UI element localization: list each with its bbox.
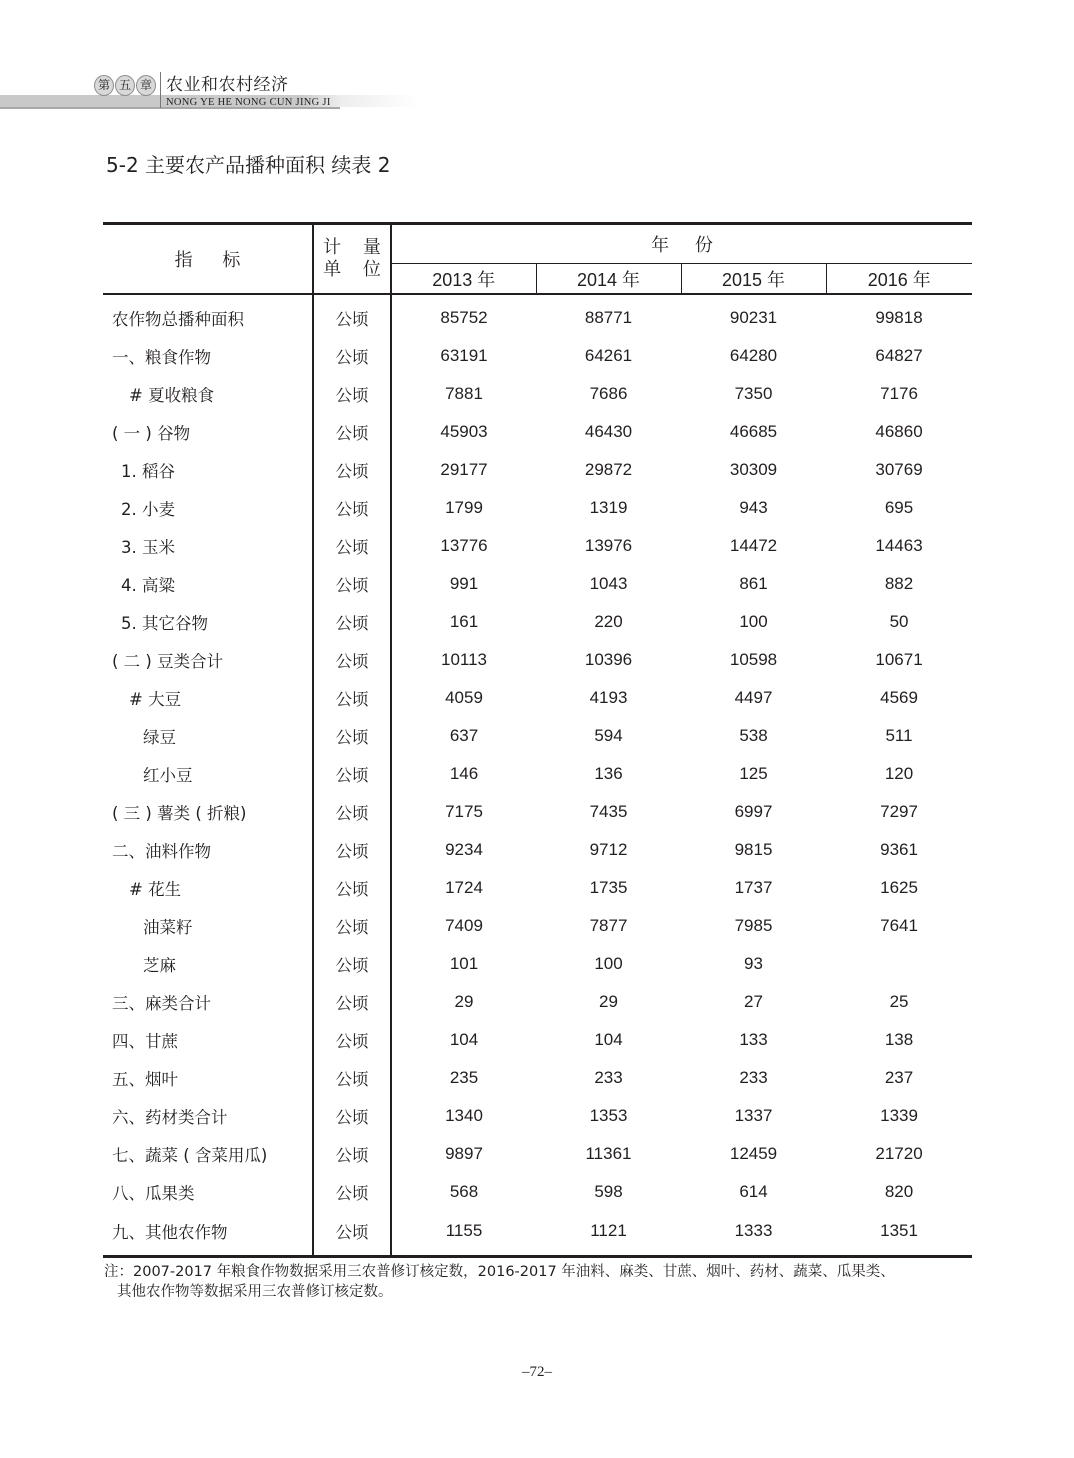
chapter-char: 第 <box>94 75 114 96</box>
row-value: 943 <box>739 498 768 517</box>
row-value: 7350 <box>734 384 773 403</box>
header-year: 2013 年 <box>391 264 536 295</box>
table-row <box>103 983 972 1021</box>
row-value: 99818 <box>875 308 923 327</box>
row-unit: 公顷 <box>313 565 391 603</box>
row-value: 1339 <box>880 1106 918 1125</box>
note-line-2: 其他农作物等数据采用三农普修订核定数。 <box>117 1284 393 1300</box>
row-value: 1319 <box>589 498 628 517</box>
row-unit: 公顷 <box>313 907 391 945</box>
row-value: 4569 <box>880 688 918 707</box>
row-unit: 公顷 <box>313 294 391 337</box>
row-value: 9897 <box>445 1144 483 1163</box>
chapter-title: 农业和农村经济 <box>166 75 289 95</box>
row-value: 30769 <box>875 460 923 479</box>
row-value: 88771 <box>584 308 633 327</box>
row-value: 10396 <box>584 650 633 669</box>
table-row <box>103 1135 972 1173</box>
row-value: 14463 <box>875 536 923 555</box>
row-value: 1121 <box>590 1221 627 1240</box>
row-unit: 公顷 <box>313 603 391 641</box>
row-unit: 公顷 <box>313 945 391 983</box>
row-value: 25 <box>889 992 909 1011</box>
row-indicator: 油菜籽 <box>103 907 313 945</box>
header-year: 2016 年 <box>826 264 972 295</box>
row-indicator: 5. 其它谷物 <box>103 603 313 641</box>
table-row <box>103 907 972 945</box>
header-divider <box>160 72 161 108</box>
row-value: 695 <box>884 498 914 517</box>
row-unit: 公顷 <box>313 679 391 717</box>
row-value: 85752 <box>440 308 488 327</box>
stats-table-container <box>103 222 972 1258</box>
row-value: 9712 <box>589 840 628 859</box>
row-value: 136 <box>594 764 623 783</box>
row-value: 29 <box>454 992 474 1011</box>
row-value: 233 <box>594 1068 623 1087</box>
stats-table <box>103 222 972 1258</box>
row-value: 4059 <box>445 688 483 707</box>
row-value: 511 <box>885 726 913 745</box>
row-indicator: 九、其他农作物 <box>103 1211 313 1257</box>
header-year: 2015 年 <box>681 264 826 295</box>
chapter-title-pinyin: NONG YE HE NONG CUN JING JI <box>166 97 331 108</box>
row-unit: 公顷 <box>313 831 391 869</box>
row-value: 598 <box>594 1182 623 1201</box>
row-value: 538 <box>739 726 768 745</box>
row-value: 146 <box>449 764 479 783</box>
row-value: 233 <box>739 1068 768 1087</box>
table-row <box>103 1211 972 1257</box>
row-value: 9234 <box>445 840 483 859</box>
table-note <box>104 1262 984 1302</box>
row-indicator: # 夏收粮食 <box>103 375 313 413</box>
row-unit: 公顷 <box>313 1097 391 1135</box>
row-indicator: 4. 高粱 <box>103 565 313 603</box>
row-value: 991 <box>449 574 479 593</box>
header-band <box>0 95 1074 107</box>
row-value: 12459 <box>729 1144 778 1163</box>
row-value: 7409 <box>445 916 483 935</box>
row-indicator: 八、瓜果类 <box>103 1173 313 1211</box>
row-indicator: ( 二 ) 豆类合计 <box>103 641 313 679</box>
table-row <box>103 451 972 489</box>
table-row <box>103 337 972 375</box>
row-value: 1737 <box>734 878 773 897</box>
row-value: 120 <box>884 764 914 783</box>
table-row <box>103 641 972 679</box>
row-unit: 公顷 <box>313 1211 391 1257</box>
row-value: 4193 <box>589 688 628 707</box>
row-value: 29177 <box>440 460 488 479</box>
row-value: 1340 <box>445 1106 483 1125</box>
table-row <box>103 717 972 755</box>
row-value: 46685 <box>729 422 778 441</box>
row-value: 161 <box>449 612 479 631</box>
row-unit: 公顷 <box>313 337 391 375</box>
row-value: 7877 <box>589 916 628 935</box>
row-value: 13776 <box>440 536 488 555</box>
row-unit: 公顷 <box>313 1173 391 1211</box>
row-value: 9815 <box>734 840 773 859</box>
row-value: 133 <box>739 1030 768 1049</box>
row-value: 1155 <box>445 1221 483 1240</box>
row-value: 21720 <box>875 1144 923 1163</box>
row-indicator: 五、烟叶 <box>103 1059 313 1097</box>
row-value: 50 <box>889 612 909 631</box>
row-unit: 公顷 <box>313 717 391 755</box>
page-number: –72– <box>522 1364 552 1380</box>
row-value: 104 <box>594 1030 623 1049</box>
row-unit: 公顷 <box>313 641 391 679</box>
row-value: 10113 <box>440 650 487 669</box>
row-value: 45903 <box>440 422 488 441</box>
table-row <box>103 413 972 451</box>
row-value: 235 <box>449 1068 479 1087</box>
table-row <box>103 565 972 603</box>
row-value: 29872 <box>584 460 633 479</box>
row-value: 90231 <box>729 308 778 327</box>
row-value: 6997 <box>734 802 773 821</box>
table-row <box>103 869 972 907</box>
row-indicator: 农作物总播种面积 <box>103 294 313 337</box>
row-unit: 公顷 <box>313 489 391 527</box>
table-row <box>103 793 972 831</box>
table-row <box>103 1173 972 1211</box>
row-value: 637 <box>449 726 479 745</box>
header-years-group: 年 份 <box>391 224 972 264</box>
header-unit-line1: 计 量 <box>323 237 389 258</box>
row-value: 125 <box>739 764 768 783</box>
row-indicator: # 花生 <box>103 869 313 907</box>
row-value: 104 <box>449 1030 479 1049</box>
row-value: 9361 <box>880 840 918 859</box>
row-value: 7297 <box>880 802 918 821</box>
row-value: 7686 <box>589 384 628 403</box>
row-value: 861 <box>739 574 768 593</box>
row-unit: 公顷 <box>313 869 391 907</box>
table-row <box>103 679 972 717</box>
row-value: 1799 <box>445 498 483 517</box>
row-value: 1724 <box>445 878 483 897</box>
row-unit: 公顷 <box>313 1059 391 1097</box>
row-value: 63191 <box>440 346 488 365</box>
row-value: 7881 <box>445 384 483 403</box>
table-row <box>103 1097 972 1135</box>
row-value: 100 <box>594 954 623 973</box>
row-value: 820 <box>884 1182 914 1201</box>
row-value: 10671 <box>875 650 923 669</box>
table-row <box>103 1059 972 1097</box>
row-value: 30309 <box>729 460 778 479</box>
header-indicator: 指 标 <box>103 224 313 295</box>
row-value: 1043 <box>589 574 628 593</box>
table-title: 5-2 主要农产品播种面积 续表 2 <box>106 153 391 177</box>
row-indicator: 一、粮食作物 <box>103 337 313 375</box>
table-row <box>103 375 972 413</box>
row-value: 13976 <box>584 536 633 555</box>
table-row <box>103 603 972 641</box>
row-indicator: 绿豆 <box>103 717 313 755</box>
table-row <box>103 1021 972 1059</box>
row-indicator: # 大豆 <box>103 679 313 717</box>
row-indicator: 七、蔬菜 ( 含菜用瓜) <box>103 1135 313 1173</box>
row-value: 1351 <box>880 1221 918 1240</box>
row-unit: 公顷 <box>313 413 391 451</box>
table-row <box>103 527 972 565</box>
note-line-1: 注：2007-2017 年粮食作物数据采用三农普修订核定数，2016-2017 年油料、麻类、甘蔗、烟叶、药材、蔬菜、瓜果类、 <box>104 1264 895 1280</box>
row-value: 1625 <box>880 878 918 897</box>
row-value: 64261 <box>584 346 633 365</box>
row-unit: 公顷 <box>313 755 391 793</box>
header-unit <box>313 224 391 295</box>
row-value: 27 <box>744 992 763 1011</box>
row-unit: 公顷 <box>313 1021 391 1059</box>
row-value: 93 <box>744 954 763 973</box>
row-value: 7641 <box>880 916 918 935</box>
row-value: 138 <box>884 1030 914 1049</box>
table-row <box>103 831 972 869</box>
row-value: 46430 <box>584 422 633 441</box>
row-value: 11361 <box>585 1144 632 1163</box>
row-value: 1337 <box>734 1106 773 1125</box>
row-unit: 公顷 <box>313 527 391 565</box>
row-value: 64280 <box>729 346 778 365</box>
row-indicator: 3. 玉米 <box>103 527 313 565</box>
table-row <box>103 294 972 337</box>
table-row <box>103 489 972 527</box>
row-value: 568 <box>449 1182 479 1201</box>
row-indicator: 红小豆 <box>103 755 313 793</box>
row-indicator: ( 一 ) 谷物 <box>103 413 313 451</box>
row-value: 7176 <box>880 384 918 403</box>
row-value: 4497 <box>734 688 773 707</box>
row-value: 7985 <box>734 916 773 935</box>
row-unit: 公顷 <box>313 451 391 489</box>
row-indicator: 二、油料作物 <box>103 831 313 869</box>
row-unit: 公顷 <box>313 375 391 413</box>
row-value: 64827 <box>875 346 923 365</box>
chapter-char: 五 <box>115 75 135 96</box>
row-value: 101 <box>449 954 479 973</box>
row-indicator: 芝麻 <box>103 945 313 983</box>
row-value: 1735 <box>589 878 628 897</box>
header-unit-line2: 单 位 <box>323 259 389 280</box>
row-value: 46860 <box>875 422 923 441</box>
row-value: 100 <box>739 612 768 631</box>
row-value: 14472 <box>729 536 778 555</box>
row-value: 29 <box>599 992 618 1011</box>
row-indicator: 2. 小麦 <box>103 489 313 527</box>
header-year: 2014 年 <box>536 264 681 295</box>
row-indicator: 六、药材类合计 <box>103 1097 313 1135</box>
row-unit: 公顷 <box>313 793 391 831</box>
row-indicator: 四、甘蔗 <box>103 1021 313 1059</box>
row-indicator: ( 三 ) 薯类 ( 折粮) <box>103 793 313 831</box>
row-value: 10598 <box>729 650 778 669</box>
chapter-badge <box>94 74 156 96</box>
row-value: 7435 <box>589 802 628 821</box>
row-unit: 公顷 <box>313 983 391 1021</box>
table-row <box>103 945 972 983</box>
row-value: 7175 <box>445 802 483 821</box>
row-value: 220 <box>594 612 623 631</box>
row-value: 237 <box>884 1068 914 1087</box>
row-value: 614 <box>739 1182 768 1201</box>
row-value: 1353 <box>589 1106 628 1125</box>
row-value <box>826 945 972 983</box>
row-unit: 公顷 <box>313 1135 391 1173</box>
table-row <box>103 755 972 793</box>
row-indicator: 1. 稻谷 <box>103 451 313 489</box>
row-value: 1333 <box>734 1221 773 1240</box>
row-value: 882 <box>884 574 914 593</box>
row-indicator: 三、麻类合计 <box>103 983 313 1021</box>
row-value: 594 <box>594 726 623 745</box>
chapter-char: 章 <box>136 75 156 96</box>
